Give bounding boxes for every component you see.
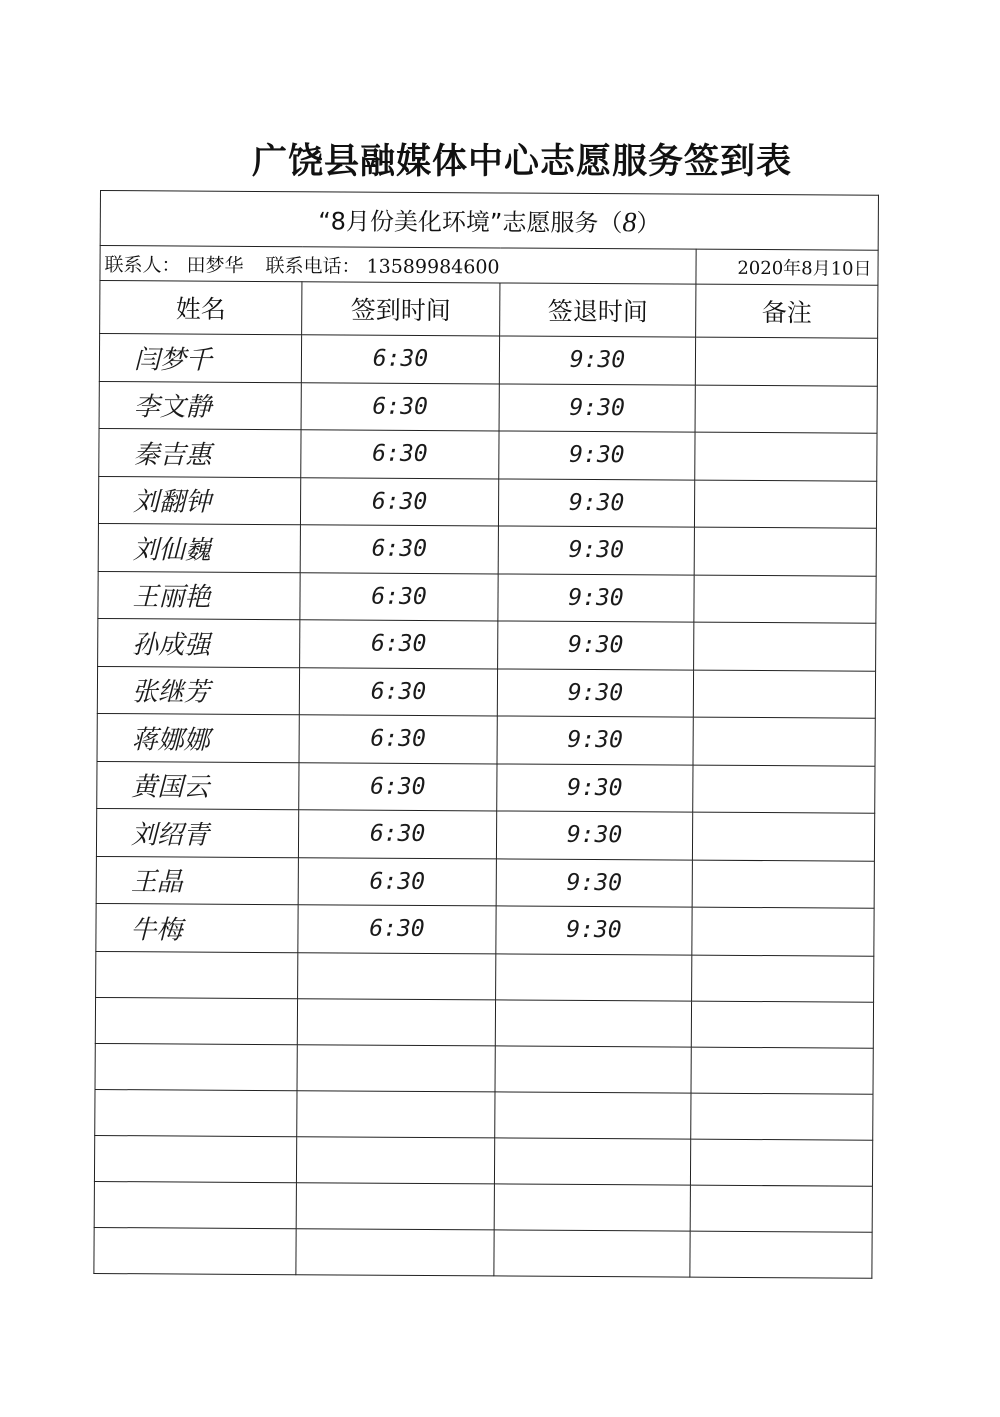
signature-name: 李文静 — [99, 381, 301, 430]
checkin-time: 6:30 — [299, 715, 497, 764]
header-checkout: 签退时间 — [500, 283, 696, 337]
checkin-time: 6:30 — [301, 335, 499, 384]
checkout-time: 9:30 — [498, 526, 694, 575]
remark-cell — [692, 860, 874, 909]
table-row — [96, 903, 874, 955]
empty-cell — [494, 1137, 690, 1184]
checkin-time: 6:30 — [298, 857, 496, 906]
checkin-time: 6:30 — [301, 382, 499, 431]
table-row — [99, 381, 877, 433]
event-close: ） — [636, 209, 661, 238]
empty-cell — [95, 1043, 297, 1090]
signature-name: 牛梅 — [96, 903, 298, 952]
checkin-time: 6:30 — [300, 525, 498, 574]
table-row — [96, 856, 874, 908]
empty-cell — [94, 1135, 296, 1182]
signature-name: 王丽艳 — [98, 571, 300, 620]
signature-name: 刘绍青 — [96, 808, 298, 857]
empty-cell — [94, 1227, 296, 1274]
empty-cell — [691, 1093, 873, 1140]
checkout-time: 9:30 — [496, 858, 692, 907]
empty-cell — [495, 1045, 691, 1092]
checkin-time: 6:30 — [299, 762, 497, 811]
table-row — [99, 428, 877, 480]
table-row — [99, 334, 877, 386]
signature-name: 张继芳 — [97, 666, 299, 715]
table-row — [97, 761, 875, 813]
remark-cell — [695, 432, 877, 481]
checkout-time: 9:30 — [498, 573, 694, 622]
checkout-time: 9:30 — [497, 763, 693, 812]
empty-cell — [495, 999, 691, 1046]
empty-row — [94, 1227, 872, 1278]
empty-cell — [690, 1231, 872, 1278]
page-title: 广饶县融媒体中心志愿服务签到表 — [251, 141, 792, 182]
empty-cell — [494, 1183, 690, 1230]
event-title — [100, 191, 878, 251]
remark-cell — [692, 907, 874, 956]
contact-phone: 13589984600 — [366, 255, 500, 278]
empty-cell — [496, 953, 692, 1000]
checkout-time: 9:30 — [499, 383, 695, 432]
header-checkin: 签到时间 — [302, 282, 500, 336]
table-row — [98, 523, 876, 575]
empty-row — [94, 1135, 872, 1186]
checkin-time: 6:30 — [298, 810, 496, 859]
checkout-time: 9:30 — [497, 716, 693, 765]
signature-name: 刘翻钟 — [98, 476, 300, 525]
table-row — [96, 808, 874, 860]
checkout-time: 9:30 — [499, 431, 695, 480]
signature-name: 孙成强 — [98, 618, 300, 667]
table-row — [98, 571, 876, 623]
remark-cell — [695, 385, 877, 434]
checkout-time: 9:30 — [497, 668, 693, 717]
empty-cell — [296, 1182, 494, 1229]
empty-cell — [690, 1185, 872, 1232]
event-label: “8月份美化环境”志愿服务（ — [318, 207, 623, 238]
checkout-time: 9:30 — [496, 906, 692, 955]
empty-cell — [691, 1001, 873, 1048]
empty-cell — [94, 1181, 296, 1228]
signature-name: 黄国云 — [97, 761, 299, 810]
checkin-time: 6:30 — [300, 620, 498, 669]
sign-in-table — [93, 190, 879, 1278]
remark-cell — [693, 670, 875, 719]
remark-cell — [695, 337, 877, 386]
table-body — [94, 334, 878, 1278]
empty-cell — [296, 1228, 494, 1275]
empty-row — [94, 1181, 872, 1232]
table-row — [98, 618, 876, 670]
header-remark: 备注 — [696, 284, 878, 338]
empty-row — [95, 1089, 873, 1140]
remark-cell — [694, 527, 876, 576]
remark-cell — [694, 622, 876, 671]
remark-cell — [694, 480, 876, 529]
empty-cell — [96, 951, 298, 998]
empty-cell — [95, 1089, 297, 1136]
empty-cell — [494, 1229, 690, 1276]
contact-person: 田梦华 — [186, 254, 244, 277]
empty-cell — [691, 1047, 873, 1094]
checkin-time: 6:30 — [300, 477, 498, 526]
table-row — [97, 713, 875, 765]
empty-cell — [690, 1139, 872, 1186]
checkin-time: 6:30 — [300, 572, 498, 621]
empty-cell — [297, 1090, 495, 1137]
checkout-time: 9:30 — [496, 811, 692, 860]
remark-cell — [693, 717, 875, 766]
checkin-time: 6:30 — [298, 905, 496, 954]
sheet-date: 2020年8月10日 — [696, 249, 878, 285]
remark-cell — [694, 575, 876, 624]
signature-name: 蒋娜娜 — [97, 713, 299, 762]
event-number: 8 — [622, 207, 637, 239]
empty-row — [95, 1043, 873, 1094]
remark-cell — [692, 812, 874, 861]
empty-cell — [298, 952, 496, 999]
checkout-time: 9:30 — [499, 336, 695, 385]
empty-cell — [692, 955, 874, 1002]
contact-person-label: 联系人： — [104, 253, 181, 276]
signature-name: 王晶 — [96, 856, 298, 905]
empty-cell — [297, 998, 495, 1045]
table-row — [98, 476, 876, 528]
checkout-time: 9:30 — [498, 621, 694, 670]
empty-cell — [297, 1044, 495, 1091]
empty-cell — [296, 1136, 494, 1183]
contact-info — [100, 246, 696, 285]
remark-cell — [693, 765, 875, 814]
signature-name: 秦吉惠 — [99, 428, 301, 477]
checkout-time: 9:30 — [498, 478, 694, 527]
contact-phone-label: 联系电话： — [265, 254, 361, 278]
signature-name: 闫梦千 — [99, 334, 301, 383]
sign-in-sheet — [93, 190, 879, 1278]
signature-name: 刘仙巍 — [98, 523, 300, 572]
checkin-time: 6:30 — [301, 430, 499, 479]
empty-row — [96, 951, 874, 1002]
empty-cell — [95, 997, 297, 1044]
checkin-time: 6:30 — [299, 667, 497, 716]
empty-row — [95, 997, 873, 1048]
table-row — [97, 666, 875, 718]
header-name: 姓名 — [100, 281, 302, 335]
empty-cell — [495, 1091, 691, 1138]
